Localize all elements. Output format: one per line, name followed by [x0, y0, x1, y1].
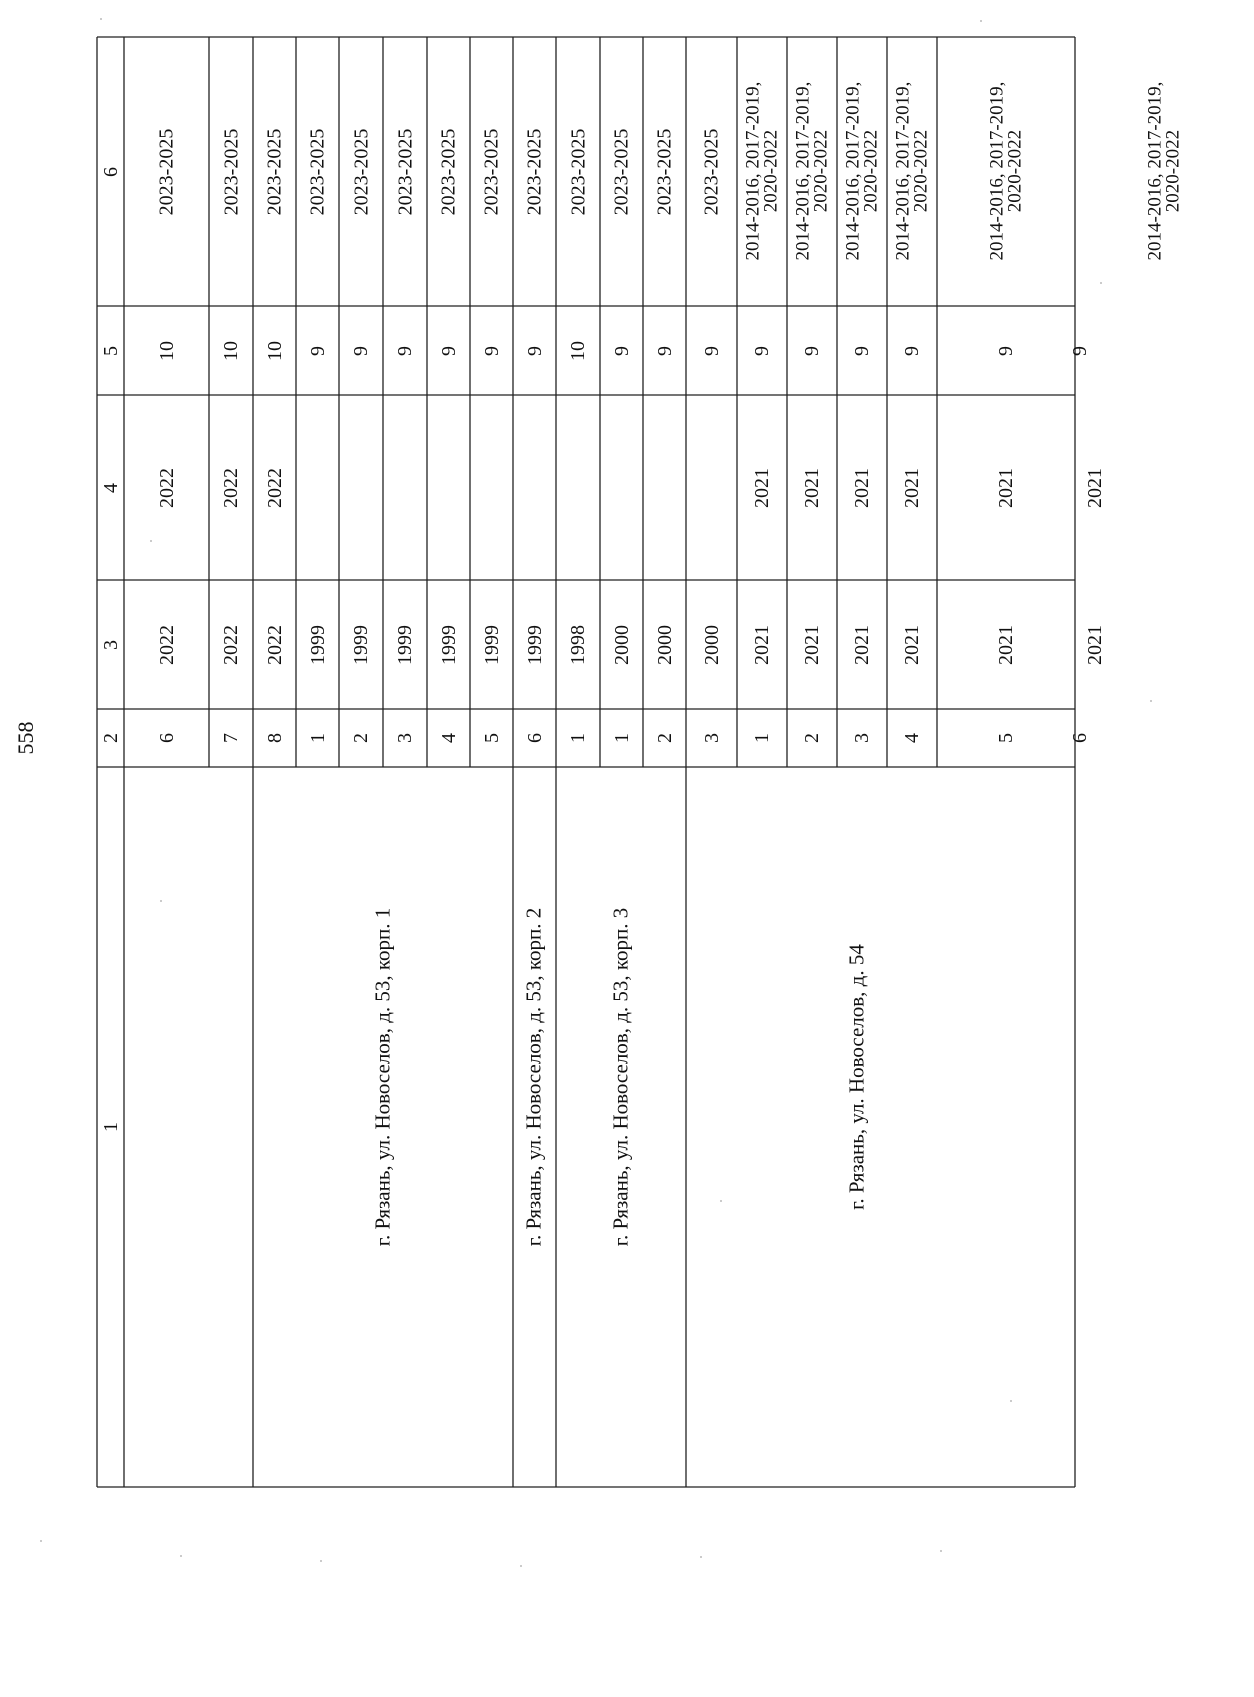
- row-4-c5-text: 9: [306, 345, 329, 356]
- header-col-5-text: 5: [99, 345, 122, 356]
- row-12-c2: [643, 709, 686, 767]
- row-6-c6-text: 2023-2025: [394, 128, 417, 215]
- scan-speck: [180, 1555, 182, 1557]
- header-col-4: [97, 395, 124, 580]
- row-17-c3-text: 2021: [901, 624, 923, 665]
- header-col-2-text: 2: [99, 733, 122, 743]
- row-9-c5: [513, 306, 556, 395]
- row-13-c6-text: 2023-2025: [700, 128, 723, 215]
- row-19-c4-text: 2021: [1084, 467, 1106, 508]
- row-18-c6: [937, 37, 1075, 306]
- row-1-c4: [124, 395, 209, 580]
- row-13-c3-text: 2000: [700, 624, 723, 665]
- row-1-c3: [124, 580, 209, 709]
- row-5-c6: [339, 37, 383, 306]
- row-19-c6-text: 2014-2016, 2017-2019, 2020-2022: [1144, 82, 1184, 261]
- row-14-c3: [737, 580, 787, 709]
- row-7-c3: [427, 580, 470, 709]
- scan-speck: [1150, 700, 1152, 702]
- header-col-5: [97, 306, 124, 395]
- row-3-c6-text: 2023-2025: [263, 128, 286, 215]
- scan-speck: [160, 900, 162, 902]
- row-16-c3: [837, 580, 887, 709]
- row-4-c2: [296, 709, 339, 767]
- row-9-c2: [513, 709, 556, 767]
- row-18-c3: [937, 580, 1075, 709]
- row-10-c6: [556, 37, 600, 306]
- row-3-c5-text: 10: [263, 340, 286, 361]
- row-11-c6-text: 2023-2025: [610, 128, 633, 215]
- row-10-c3: [556, 580, 600, 709]
- row-9-c6: [513, 37, 556, 306]
- address-text-3: г. Рязань, ул. Новоселов, д. 53, корп. 3: [608, 907, 633, 1247]
- row-11-c5: [600, 306, 643, 395]
- row-15-c3: [787, 580, 837, 709]
- row-14-c3-text: 2021: [751, 624, 773, 665]
- row-5-c2-text: 2: [350, 733, 372, 743]
- row-5-c2: [339, 709, 383, 767]
- row-7-c5: [427, 306, 470, 395]
- row-10-c2: [556, 709, 600, 767]
- row-16-c6-text: 2014-2016, 2017-2019, 2020-2022: [841, 82, 881, 261]
- row-15-c6-text: 2014-2016, 2017-2019, 2020-2022: [791, 82, 831, 261]
- row-2-c2: [209, 709, 253, 767]
- row-15-c6: [787, 37, 837, 306]
- row-1-c2: [124, 709, 209, 767]
- row-3-c3: [253, 580, 296, 709]
- scan-speck: [1100, 282, 1102, 284]
- row-2-c5-text: 10: [220, 340, 242, 361]
- row-15-c4: [787, 395, 837, 580]
- row-12-c6-text: 2023-2025: [653, 128, 676, 215]
- scan-speck: [700, 1556, 702, 1558]
- row-5-c3-text: 1999: [350, 624, 372, 665]
- row-19-c5: [1069, 306, 1091, 395]
- row-15-c3-text: 2021: [801, 624, 823, 665]
- row-15-c5: [787, 306, 837, 395]
- row-8-c3: [470, 580, 513, 709]
- row-12-c5-text: 9: [653, 345, 676, 356]
- rotated-table: [97, 37, 1184, 1487]
- row-7-c2: [427, 709, 470, 767]
- row-19-c6: [1075, 37, 1254, 306]
- row-4-c3: [296, 580, 339, 709]
- row-15-c4-text: 2021: [801, 467, 823, 508]
- row-4-c2-text: 1: [306, 733, 329, 743]
- row-9-c3-text: 1999: [523, 624, 546, 665]
- row-6-c3-text: 1999: [394, 624, 416, 665]
- row-14-c4: [737, 395, 787, 580]
- row-11-c6: [600, 37, 643, 306]
- row-8-c5: [470, 306, 513, 395]
- header-col-3: [97, 580, 124, 709]
- address-text-1: г. Рязань, ул. Новоселов, д. 53, корп. 1: [370, 907, 395, 1247]
- row-16-c4-text: 2021: [851, 467, 873, 508]
- row-8-c5-text: 9: [480, 345, 503, 356]
- header-col-3-text: 3: [99, 639, 122, 650]
- row-14-c6: [737, 37, 787, 306]
- row-7-c2-text: 4: [437, 733, 460, 743]
- row-11-c5-text: 9: [610, 345, 633, 356]
- row-8-c6-text: 2023-2025: [480, 128, 503, 215]
- row-18-c2: [937, 709, 1075, 767]
- row-18-c5-text: 9: [995, 345, 1017, 356]
- header-col-6-text: 6: [99, 166, 122, 177]
- row-19-c3: [1075, 580, 1115, 709]
- row-3-c6: [253, 37, 296, 306]
- row-2-c3-text: 2022: [220, 624, 242, 665]
- row-1-c2-text: 6: [155, 733, 178, 743]
- row-15-c2: [787, 709, 837, 767]
- row-8-c2-text: 5: [480, 733, 503, 743]
- header-col-1-text: 1: [99, 1122, 122, 1132]
- row-16-c5-text: 9: [851, 345, 873, 356]
- row-13-c6: [686, 37, 737, 306]
- row-2-c3: [209, 580, 253, 709]
- row-14-c5-text: 9: [751, 345, 773, 356]
- scan-speck: [520, 1565, 522, 1567]
- row-2-c6: [209, 37, 253, 306]
- row-7-c6: [427, 37, 470, 306]
- row-8-c6: [470, 37, 513, 306]
- row-6-c3: [383, 580, 427, 709]
- row-3-c2-text: 8: [263, 733, 286, 743]
- row-18-c5: [937, 306, 1075, 395]
- page-number-text: 558: [13, 721, 38, 755]
- row-9-c3: [513, 580, 556, 709]
- row-16-c5: [837, 306, 887, 395]
- row-16-c4: [837, 395, 887, 580]
- row-2-c6-text: 2023-2025: [220, 128, 243, 215]
- row-1-c3-text: 2022: [155, 624, 178, 665]
- row-9-c2-text: 6: [523, 733, 546, 743]
- row-19-c2-text: 6: [1069, 733, 1091, 743]
- row-14-c5: [737, 306, 787, 395]
- row-10-c2-text: 1: [567, 733, 589, 743]
- address-text-4: г. Рязань, ул. Новоселов, д. 54: [844, 944, 869, 1210]
- scan-speck: [940, 1550, 942, 1552]
- row-3-c4: [253, 395, 296, 580]
- row-7-c3-text: 1999: [437, 624, 460, 665]
- row-4-c3-text: 1999: [306, 624, 329, 665]
- scan-speck: [40, 1540, 42, 1542]
- row-11-c2: [600, 709, 643, 767]
- row-17-c6: [887, 37, 937, 306]
- row-13-c2: [686, 709, 737, 767]
- row-3-c4-text: 2022: [263, 467, 286, 508]
- row-15-c2-text: 2: [801, 733, 823, 743]
- row-1-c5-text: 10: [155, 340, 178, 361]
- row-6-c2-text: 3: [394, 733, 416, 743]
- row-18-c3-text: 2021: [995, 624, 1017, 665]
- row-3-c2: [253, 709, 296, 767]
- row-17-c4: [887, 395, 937, 580]
- row-12-c3-text: 2000: [653, 624, 676, 665]
- row-18-c4-text: 2021: [995, 467, 1017, 508]
- row-1-c6-text: 2023-2025: [155, 128, 178, 215]
- row-17-c4-text: 2021: [901, 467, 923, 508]
- scan-speck: [980, 20, 982, 22]
- header-col-1: [97, 767, 124, 1487]
- row-4-c6-text: 2023-2025: [306, 128, 329, 215]
- row-11-c2-text: 1: [610, 733, 633, 743]
- row-14-c2-text: 1: [751, 733, 773, 743]
- scan-speck: [150, 540, 152, 542]
- header-col-2: [97, 709, 124, 767]
- scan-speck: [320, 1560, 322, 1562]
- row-19-c5-text: 9: [1069, 345, 1091, 356]
- row-10-c5: [556, 306, 600, 395]
- row-17-c2: [887, 709, 937, 767]
- row-3-c5: [253, 306, 296, 395]
- row-6-c2: [383, 709, 427, 767]
- row-18-c6-text: 2014-2016, 2017-2019, 2020-2022: [985, 82, 1025, 261]
- row-14-c4-text: 2021: [751, 467, 773, 508]
- row-9-c5-text: 9: [523, 345, 546, 356]
- row-16-c3-text: 2021: [851, 624, 873, 665]
- row-1-c6: [124, 37, 209, 306]
- row-4-c6: [296, 37, 339, 306]
- row-14-c2: [737, 709, 787, 767]
- row-10-c6-text: 2023-2025: [567, 128, 590, 215]
- row-2-c2-text: 7: [220, 733, 242, 743]
- row-6-c6: [383, 37, 427, 306]
- row-19-c3-text: 2021: [1084, 624, 1106, 665]
- row-12-c6: [643, 37, 686, 306]
- row-2-c4-text: 2022: [220, 467, 242, 508]
- row-7-c5-text: 9: [437, 345, 460, 356]
- row-12-c3: [643, 580, 686, 709]
- row-10-c5-text: 10: [567, 340, 589, 361]
- row-17-c6-text: 2014-2016, 2017-2019, 2020-2022: [891, 82, 931, 261]
- row-2-c5: [209, 306, 253, 395]
- row-1-c5: [124, 306, 209, 395]
- row-6-c5-text: 9: [394, 345, 416, 356]
- row-12-c5: [643, 306, 686, 395]
- row-6-c5: [383, 306, 427, 395]
- row-17-c5-text: 9: [901, 345, 923, 356]
- row-11-c3: [600, 580, 643, 709]
- row-10-c3-text: 1998: [567, 624, 589, 665]
- row-12-c2-text: 2: [653, 733, 676, 743]
- address-text-2: г. Рязань, ул. Новоселов, д. 53, корп. 2: [521, 907, 546, 1247]
- scan-speck: [1010, 1400, 1012, 1402]
- row-1-c4-text: 2022: [155, 467, 178, 508]
- row-19-c4: [1075, 395, 1115, 580]
- row-18-c4: [937, 395, 1075, 580]
- scan-speck: [720, 1200, 722, 1202]
- row-5-c5: [339, 306, 383, 395]
- row-13-c2-text: 3: [700, 733, 723, 743]
- row-5-c6-text: 2023-2025: [350, 128, 373, 215]
- row-7-c6-text: 2023-2025: [437, 128, 460, 215]
- row-16-c2-text: 3: [851, 733, 873, 743]
- row-13-c5: [686, 306, 737, 395]
- row-19-c2: [1069, 709, 1091, 767]
- row-5-c5-text: 9: [350, 345, 372, 356]
- row-11-c3-text: 2000: [610, 624, 633, 665]
- header-col-6: [97, 37, 124, 306]
- scan-speck: [100, 18, 102, 20]
- row-5-c3: [339, 580, 383, 709]
- row-8-c2: [470, 709, 513, 767]
- row-16-c6: [837, 37, 887, 306]
- header-col-4-text: 4: [99, 482, 122, 493]
- row-15-c5-text: 9: [801, 345, 823, 356]
- row-2-c4: [209, 395, 253, 580]
- row-9-c6-text: 2023-2025: [523, 128, 546, 215]
- row-17-c2-text: 4: [901, 733, 923, 743]
- row-13-c5-text: 9: [700, 345, 723, 356]
- row-14-c6-text: 2014-2016, 2017-2019, 2020-2022: [741, 82, 781, 261]
- row-3-c3-text: 2022: [263, 624, 286, 665]
- row-16-c2: [837, 709, 887, 767]
- row-18-c2-text: 5: [995, 733, 1017, 743]
- row-17-c5: [887, 306, 937, 395]
- row-8-c3-text: 1999: [480, 624, 503, 665]
- row-4-c5: [296, 306, 339, 395]
- row-13-c3: [686, 580, 737, 709]
- row-17-c3: [887, 580, 937, 709]
